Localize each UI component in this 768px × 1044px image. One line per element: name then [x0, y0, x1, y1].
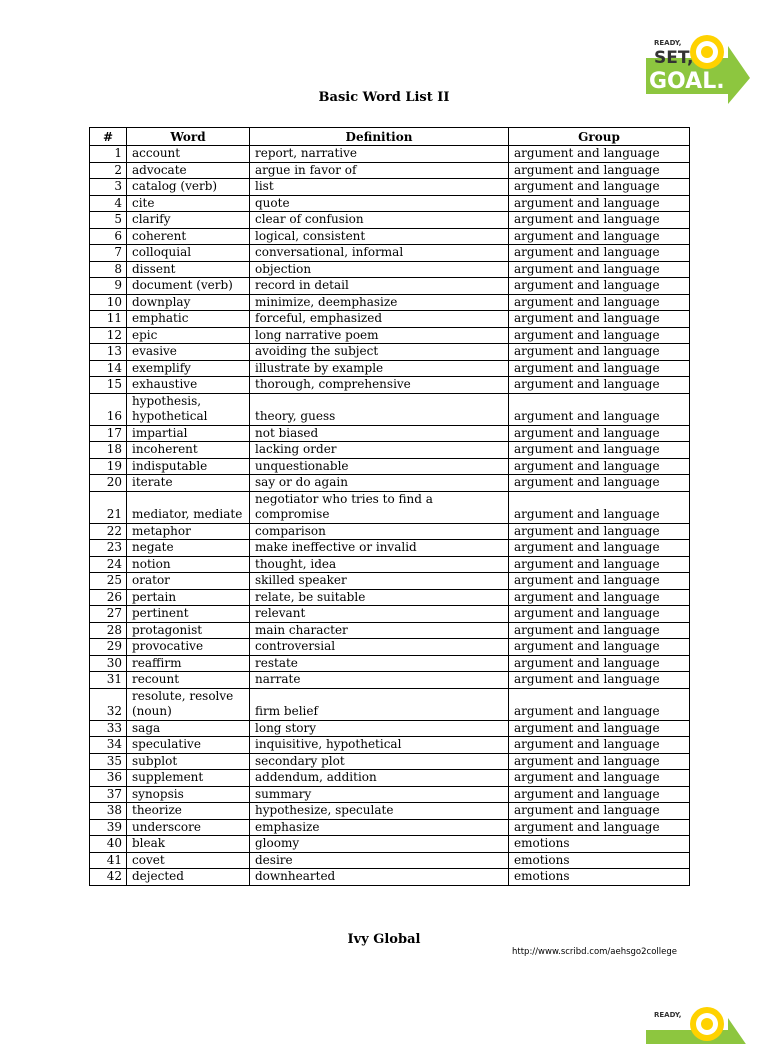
- row-group: argument and language: [509, 688, 690, 720]
- row-number: 12: [90, 327, 127, 344]
- header-definition: Definition: [250, 128, 509, 146]
- row-word: exhaustive: [127, 377, 250, 394]
- row-word: catalog (verb): [127, 179, 250, 196]
- row-word: document (verb): [127, 278, 250, 295]
- row-definition: minimize, deemphasize: [250, 294, 509, 311]
- table-row: [90, 327, 690, 344]
- row-word: advocate: [127, 162, 250, 179]
- table-row: [90, 195, 690, 212]
- row-number: 15: [90, 377, 127, 394]
- row-word: indisputable: [127, 458, 250, 475]
- row-group: argument and language: [509, 425, 690, 442]
- logo-text-set: SET,: [654, 48, 694, 68]
- header-number: #: [90, 128, 127, 146]
- row-word: dejected: [127, 869, 250, 886]
- table-row: [90, 425, 690, 442]
- row-word: notion: [127, 556, 250, 573]
- row-number: 41: [90, 852, 127, 869]
- row-word: speculative: [127, 737, 250, 754]
- row-word: pertain: [127, 589, 250, 606]
- row-number: 28: [90, 622, 127, 639]
- row-definition: addendum, addition: [250, 770, 509, 787]
- table-row: [90, 278, 690, 295]
- row-word: account: [127, 146, 250, 163]
- row-definition: thorough, comprehensive: [250, 377, 509, 394]
- row-group: argument and language: [509, 803, 690, 820]
- table-row: [90, 737, 690, 754]
- row-word: iterate: [127, 475, 250, 492]
- row-word: synopsis: [127, 786, 250, 803]
- row-word: downplay: [127, 294, 250, 311]
- row-group: argument and language: [509, 278, 690, 295]
- row-definition: quote: [250, 195, 509, 212]
- table-row: [90, 852, 690, 869]
- row-word: exemplify: [127, 360, 250, 377]
- logo-text-goal: GOAL.: [649, 69, 725, 94]
- row-definition: theory, guess: [250, 393, 509, 425]
- row-group: argument and language: [509, 589, 690, 606]
- row-definition: emphasize: [250, 819, 509, 836]
- row-definition: long narrative poem: [250, 327, 509, 344]
- row-group: argument and language: [509, 458, 690, 475]
- row-definition: list: [250, 179, 509, 196]
- row-number: 26: [90, 589, 127, 606]
- table-row: [90, 786, 690, 803]
- row-definition: logical, consistent: [250, 228, 509, 245]
- table-row: [90, 622, 690, 639]
- row-number: 39: [90, 819, 127, 836]
- row-number: 11: [90, 311, 127, 328]
- row-group: emotions: [509, 869, 690, 886]
- row-word: coherent: [127, 228, 250, 245]
- row-group: emotions: [509, 852, 690, 869]
- row-number: 18: [90, 442, 127, 459]
- row-group: argument and language: [509, 475, 690, 492]
- row-definition: negotiator who tries to find a compromise: [250, 491, 509, 523]
- row-group: argument and language: [509, 655, 690, 672]
- row-definition: comparison: [250, 523, 509, 540]
- row-number: 27: [90, 606, 127, 623]
- row-group: argument and language: [509, 179, 690, 196]
- row-group: argument and language: [509, 720, 690, 737]
- row-group: argument and language: [509, 737, 690, 754]
- table-row: [90, 639, 690, 656]
- row-number: 22: [90, 523, 127, 540]
- row-number: 29: [90, 639, 127, 656]
- row-definition: skilled speaker: [250, 573, 509, 590]
- table-row: [90, 770, 690, 787]
- row-definition: firm belief: [250, 688, 509, 720]
- row-group: argument and language: [509, 819, 690, 836]
- table-row: [90, 606, 690, 623]
- row-number: 3: [90, 179, 127, 196]
- source-url: http://www.scribd.com/aehsgo2college: [512, 947, 677, 957]
- row-group: argument and language: [509, 146, 690, 163]
- row-number: 1: [90, 146, 127, 163]
- header-group: Group: [509, 128, 690, 146]
- row-word: provocative: [127, 639, 250, 656]
- table-row: [90, 245, 690, 262]
- row-number: 32: [90, 688, 127, 720]
- row-group: argument and language: [509, 327, 690, 344]
- row-word: cite: [127, 195, 250, 212]
- row-word: reaffirm: [127, 655, 250, 672]
- row-group: argument and language: [509, 344, 690, 361]
- row-definition: downhearted: [250, 869, 509, 886]
- row-number: 36: [90, 770, 127, 787]
- table-row: [90, 836, 690, 853]
- row-definition: long story: [250, 720, 509, 737]
- row-number: 21: [90, 491, 127, 523]
- row-number: 30: [90, 655, 127, 672]
- row-definition: relevant: [250, 606, 509, 623]
- row-definition: relate, be suitable: [250, 589, 509, 606]
- row-group: argument and language: [509, 753, 690, 770]
- logo-text-ready: READY,: [654, 39, 682, 47]
- table-row: [90, 523, 690, 540]
- table-row: [90, 655, 690, 672]
- row-definition: report, narrative: [250, 146, 509, 163]
- row-group: argument and language: [509, 573, 690, 590]
- table-row: [90, 162, 690, 179]
- row-group: argument and language: [509, 622, 690, 639]
- table-row: [90, 753, 690, 770]
- row-word: covet: [127, 852, 250, 869]
- table-row: [90, 179, 690, 196]
- footer-brand: Ivy Global: [347, 932, 421, 947]
- row-number: 19: [90, 458, 127, 475]
- row-word: colloquial: [127, 245, 250, 262]
- table-row: [90, 311, 690, 328]
- table-row: [90, 672, 690, 689]
- row-word: underscore: [127, 819, 250, 836]
- row-word: hypothesis, hypothetical: [127, 393, 250, 425]
- row-group: argument and language: [509, 377, 690, 394]
- row-definition: clear of confusion: [250, 212, 509, 229]
- row-number: 10: [90, 294, 127, 311]
- row-definition: say or do again: [250, 475, 509, 492]
- row-word: metaphor: [127, 523, 250, 540]
- table-row: [90, 294, 690, 311]
- table-row: [90, 344, 690, 361]
- row-number: 7: [90, 245, 127, 262]
- row-group: argument and language: [509, 294, 690, 311]
- row-definition: objection: [250, 261, 509, 278]
- row-definition: make ineffective or invalid: [250, 540, 509, 557]
- row-number: 13: [90, 344, 127, 361]
- row-definition: argue in favor of: [250, 162, 509, 179]
- table-row: [90, 573, 690, 590]
- row-definition: record in detail: [250, 278, 509, 295]
- row-word: orator: [127, 573, 250, 590]
- row-group: argument and language: [509, 212, 690, 229]
- row-group: argument and language: [509, 195, 690, 212]
- row-group: argument and language: [509, 770, 690, 787]
- row-definition: desire: [250, 852, 509, 869]
- table-row: [90, 228, 690, 245]
- row-word: incoherent: [127, 442, 250, 459]
- table-row: [90, 819, 690, 836]
- row-group: argument and language: [509, 311, 690, 328]
- row-word: negate: [127, 540, 250, 557]
- table-row: [90, 556, 690, 573]
- row-definition: restate: [250, 655, 509, 672]
- row-word: protagonist: [127, 622, 250, 639]
- row-group: argument and language: [509, 228, 690, 245]
- row-word: mediator, mediate: [127, 491, 250, 523]
- row-number: 5: [90, 212, 127, 229]
- row-group: argument and language: [509, 786, 690, 803]
- row-group: argument and language: [509, 393, 690, 425]
- row-definition: not biased: [250, 425, 509, 442]
- table-row: [90, 688, 690, 720]
- row-definition: conversational, informal: [250, 245, 509, 262]
- table-row: [90, 377, 690, 394]
- row-definition: inquisitive, hypothetical: [250, 737, 509, 754]
- row-definition: gloomy: [250, 836, 509, 853]
- row-word: pertinent: [127, 606, 250, 623]
- row-number: 34: [90, 737, 127, 754]
- table-header-row: [90, 128, 690, 146]
- row-definition: unquestionable: [250, 458, 509, 475]
- row-number: 9: [90, 278, 127, 295]
- table-row: [90, 803, 690, 820]
- row-group: argument and language: [509, 672, 690, 689]
- logo-bottom-text-ready: READY,: [654, 1011, 682, 1019]
- row-word: saga: [127, 720, 250, 737]
- row-group: argument and language: [509, 491, 690, 523]
- row-word: epic: [127, 327, 250, 344]
- table-row: [90, 360, 690, 377]
- row-number: 33: [90, 720, 127, 737]
- row-group: argument and language: [509, 639, 690, 656]
- table-row: [90, 458, 690, 475]
- row-definition: lacking order: [250, 442, 509, 459]
- row-definition: main character: [250, 622, 509, 639]
- ready-set-goal-logo-bottom: [632, 1004, 752, 1044]
- table-row: [90, 393, 690, 425]
- row-number: 20: [90, 475, 127, 492]
- row-word: bleak: [127, 836, 250, 853]
- row-definition: avoiding the subject: [250, 344, 509, 361]
- table-row: [90, 869, 690, 886]
- row-word: clarify: [127, 212, 250, 229]
- row-number: 25: [90, 573, 127, 590]
- row-definition: forceful, emphasized: [250, 311, 509, 328]
- table-row: [90, 146, 690, 163]
- table-row: [90, 491, 690, 523]
- row-number: 37: [90, 786, 127, 803]
- header-word: Word: [127, 128, 250, 146]
- table-row: [90, 589, 690, 606]
- table-row: [90, 261, 690, 278]
- row-number: 23: [90, 540, 127, 557]
- row-word: impartial: [127, 425, 250, 442]
- row-definition: narrate: [250, 672, 509, 689]
- row-group: argument and language: [509, 360, 690, 377]
- row-group: argument and language: [509, 245, 690, 262]
- row-number: 42: [90, 869, 127, 886]
- row-number: 14: [90, 360, 127, 377]
- row-number: 6: [90, 228, 127, 245]
- row-number: 40: [90, 836, 127, 853]
- row-number: 38: [90, 803, 127, 820]
- row-group: argument and language: [509, 261, 690, 278]
- word-list-table: [89, 127, 690, 886]
- row-word: dissent: [127, 261, 250, 278]
- row-group: argument and language: [509, 162, 690, 179]
- row-number: 17: [90, 425, 127, 442]
- row-definition: summary: [250, 786, 509, 803]
- row-group: argument and language: [509, 523, 690, 540]
- table-row: [90, 540, 690, 557]
- row-group: argument and language: [509, 442, 690, 459]
- row-definition: hypothesize, speculate: [250, 803, 509, 820]
- page-title: Basic Word List II: [318, 90, 450, 105]
- row-definition: controversial: [250, 639, 509, 656]
- table-row: [90, 475, 690, 492]
- row-definition: secondary plot: [250, 753, 509, 770]
- row-definition: thought, idea: [250, 556, 509, 573]
- row-number: 24: [90, 556, 127, 573]
- row-word: resolute, resolve (noun): [127, 688, 250, 720]
- row-word: recount: [127, 672, 250, 689]
- row-number: 8: [90, 261, 127, 278]
- row-word: subplot: [127, 753, 250, 770]
- row-definition: illustrate by example: [250, 360, 509, 377]
- row-group: emotions: [509, 836, 690, 853]
- table-row: [90, 442, 690, 459]
- row-word: supplement: [127, 770, 250, 787]
- row-group: argument and language: [509, 540, 690, 557]
- row-group: argument and language: [509, 556, 690, 573]
- row-number: 16: [90, 393, 127, 425]
- row-word: evasive: [127, 344, 250, 361]
- row-number: 35: [90, 753, 127, 770]
- table-row: [90, 720, 690, 737]
- row-number: 4: [90, 195, 127, 212]
- row-word: theorize: [127, 803, 250, 820]
- row-number: 2: [90, 162, 127, 179]
- row-group: argument and language: [509, 606, 690, 623]
- row-word: emphatic: [127, 311, 250, 328]
- table-row: [90, 212, 690, 229]
- row-number: 31: [90, 672, 127, 689]
